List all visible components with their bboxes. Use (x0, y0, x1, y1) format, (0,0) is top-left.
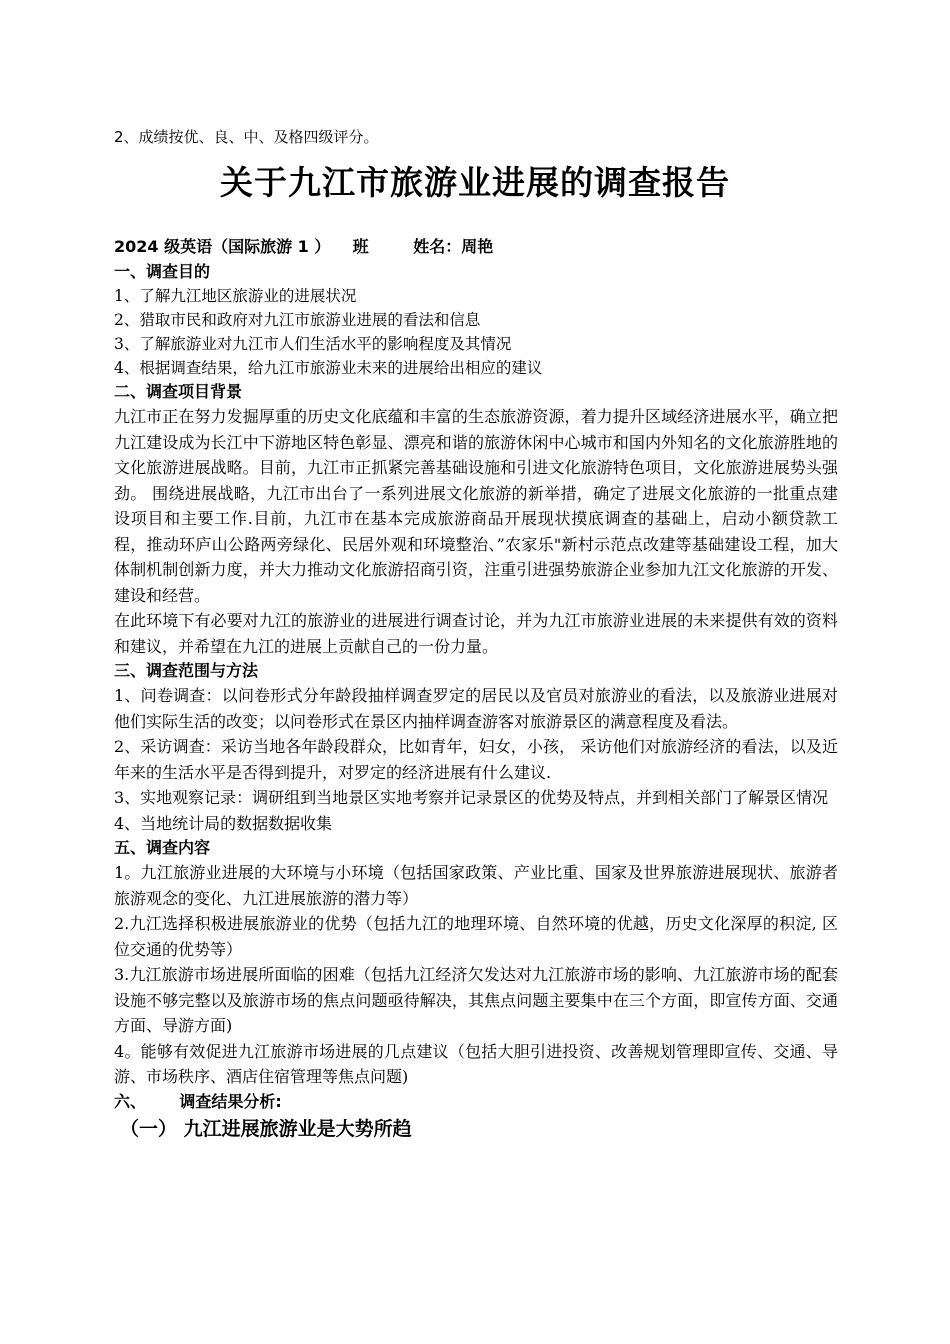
author-info: 2024 级英语（国际旅游 1 ） 班 姓名：周艳 (114, 237, 494, 256)
list-item: 4。能够有效促进九江旅游市场进展的几点建议（包括大胆引进投资、改善规划管理即宣传、交通、导游、市场秩序、酒店住宿管理等焦点问题) (114, 1041, 838, 1086)
section-heading: 二、调查项目背景 (114, 382, 243, 401)
section-results (114, 1090, 838, 1144)
list-item: 1、问卷调查：以问卷形式分年龄段抽样调查罗定的居民以及官员对旅游业的看法，以及旅游业进展对他们实际生活的改变；以问卷形式在景区内抽样调查游客对旅游景区的满意程度及看法。 (114, 686, 838, 731)
paragraph: 九江市正在努力发掘厚重的历史文化底蕴和丰富的生态旅游资源，着力提升区域经济进展水平，确立把九江建设成为长江中下游地区特色彰显、漂亮和谐的旅游休闲中心城市和国内外知名的文化旅游胜地的文化旅游进展战略。目前，九江市正抓紧完善基础设施和引进文化旅游特色项目，文化旅游进展势头强劲。 围绕进展战略，九江市出台了一系列进展文化旅游的新举措，确定了进展文化旅游的一批重点建设项目和主要工作.目前，九江市在基本完成旅游商品开展现状摸底调查的基础上，启动小额贷款工程，推动环庐山公路两旁绿化、民居外观和环境整治、”农家乐"新村示范点改建等基础建设工程，加大体制机制创新力度，并大力推动文化旅游招商引资，注重引进强势旅游企业参加九江文化旅游的开发、建设和经营。 (114, 407, 838, 605)
section-background (114, 380, 838, 659)
list-item: 1、了解九江地区旅游业的进展状况 (114, 287, 357, 305)
section-scope-methods (114, 659, 838, 836)
list-item: 2、采访调查：采访当地各年龄段群众，比如青年，妇女，小孩， 采访他们对旅游经济的看法，以及近年来的生活水平是否得到提升，对罗定的经济进展有什么建议. (114, 737, 838, 782)
section-content (114, 836, 838, 1090)
section-heading: 六、 调查结果分析: (114, 1091, 282, 1111)
report-title: 关于九江市旅游业进展的调查报告 (220, 163, 730, 202)
list-item: 1。九江旅游业进展的大环境与小环境（包括国家政策、产业比重、国家及世界旅游进展现状、旅游者旅游观念的变化、九江进展旅游的潜力等） (114, 863, 838, 908)
section-purpose (114, 260, 838, 380)
section-heading: 五、调查内容 (114, 838, 211, 857)
list-item: 2、猎取市民和政府对九江市旅游业进展的看法和信息 (114, 311, 481, 329)
paragraph: 在此环境下有必要对九江的旅游业的进展进行调查讨论，并为九江市旅游业进展的未来提供有效的资料和建议，并希望在九江的进展上贡献自己的一份力量。 (114, 611, 838, 656)
report-body (114, 234, 838, 1144)
grading-note: 2、成绩按优、良、中、及格四级评分。 (114, 128, 379, 146)
list-item: 3.九江旅游市场进展所面临的困难（包括九江经济欠发达对九江旅游市场的影响、九江旅游市场的配套设施不够完整以及旅游市场的焦点问题亟待解决，其焦点问题主要集中在三个方面，即宣传方面、交通方面、导游方面) (114, 965, 838, 1035)
list-item: 3、实地观察记录：调研组到当地景区实地考察并记录景区的优势及特点，并到相关部门了解景区情况 (114, 788, 829, 807)
list-item: 4、根据调查结果，给九江市旅游业未来的进展给出相应的建议 (114, 359, 543, 377)
subsection-heading: （一） 九江进展旅游业是大势所趋 (120, 1117, 412, 1140)
section-heading: 三、调查范围与方法 (114, 661, 259, 680)
section-heading: 一、调查目的 (114, 262, 211, 281)
list-item: 2.九江选择积极进展旅游业的优势（包括九江的地理环境、自然环境的优越，历史文化深厚的积淀, 区位交通的优势等） (114, 914, 838, 959)
list-item: 3、了解旅游业对九江市人们生活水平的影响程度及其情况 (114, 335, 512, 353)
list-item: 4、当地统计局的数据数据收集 (114, 813, 333, 833)
